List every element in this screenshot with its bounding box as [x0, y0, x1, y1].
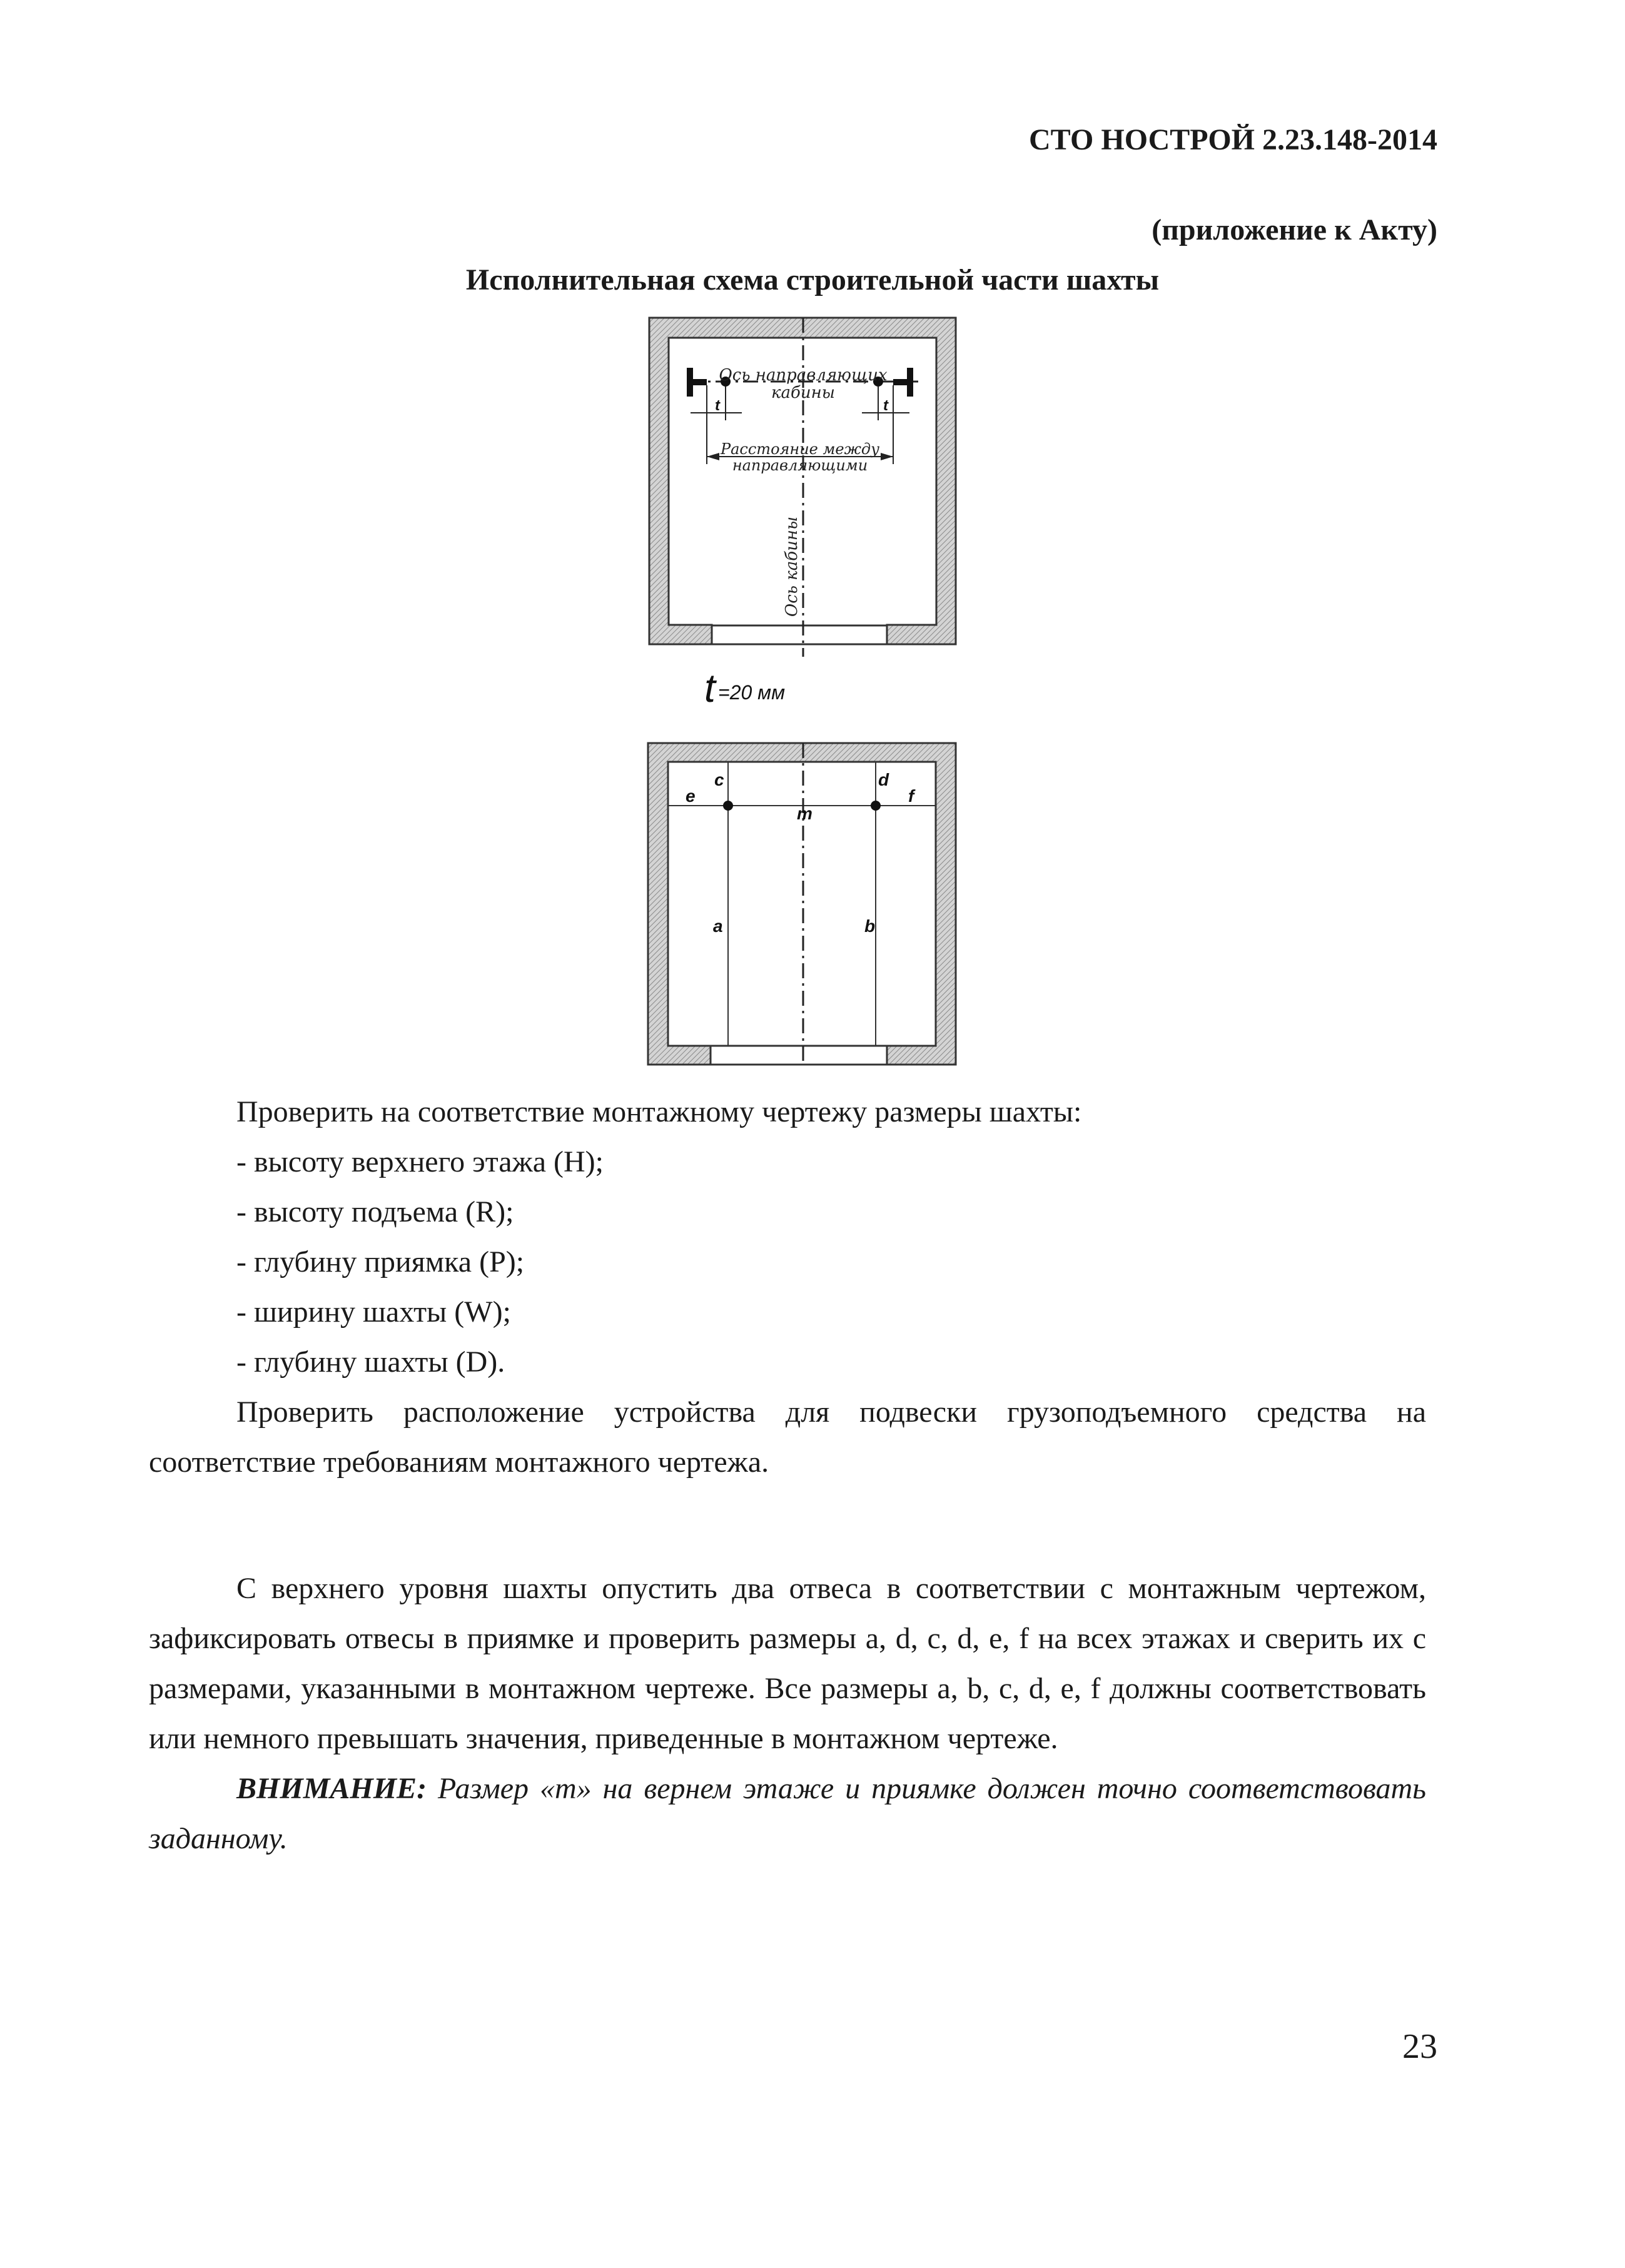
warning-paragraph [149, 1764, 1426, 1864]
door-opening [711, 1046, 887, 1065]
guide-axis-label: Ось направляющих [719, 366, 888, 385]
check-intro: Проверить на соответствие монтажному чертежу размеры шахты: [236, 1095, 1082, 1128]
guide-axis-label-2: кабины [771, 383, 835, 402]
left-guide-rail-icon [687, 368, 707, 397]
list-item: - глубину приямка (P); [236, 1245, 525, 1278]
label-a: a [713, 916, 723, 936]
label-f: f [908, 786, 914, 806]
t-value-note [704, 666, 785, 711]
warning-text: Размер «m» на вернем этаже и приямке должен точно соответствовать заданному. [149, 1772, 1426, 1855]
t-symbol: t [704, 666, 716, 711]
hoist-check-paragraph: Проверить расположение устройства для подвески грузоподъемного средства на соответствие требованиям монтажного чертежа. [149, 1395, 1426, 1479]
plumb-point-right [871, 801, 881, 811]
shaft-plan-plumbs [648, 743, 956, 1065]
check-list-block [149, 1087, 1426, 1487]
right-guide-rail-icon [893, 368, 913, 397]
appendix-note: (приложение к Акту) [1152, 213, 1437, 246]
t-right-label: t [883, 397, 888, 414]
list-item: - высоту верхнего этажа (H); [236, 1145, 604, 1178]
shaft-plan-guides [649, 318, 956, 657]
list-item: - ширину шахты (W); [236, 1295, 511, 1329]
cabin-axis-label: Ось кабины [782, 516, 801, 617]
label-e: e [686, 786, 696, 806]
list-item: - глубину шахты (D). [236, 1345, 505, 1379]
page-title: Исполнительная схема строительной части шахты [465, 263, 1160, 296]
distance-label-2: направляющими [732, 457, 868, 474]
warning-label: ВНИМАНИЕ: [236, 1772, 427, 1805]
label-b: b [864, 916, 876, 936]
list-item: - высоту подъема (R); [236, 1195, 514, 1228]
label-m: m [797, 804, 812, 823]
distance-label: Расстояние между [720, 440, 880, 458]
page-number: 23 [1402, 2027, 1437, 2066]
document-code: СТО НОСТРОЙ 2.23.148-2014 [1028, 123, 1437, 156]
label-c: c [714, 770, 724, 789]
t-left-label: t [715, 397, 720, 414]
label-d: d [878, 770, 889, 789]
plumb-block [149, 1564, 1426, 1864]
plumb-point-left [723, 801, 733, 811]
door-opening [712, 625, 887, 644]
plumb-paragraph: С верхнего уровня шахты опустить два отвеса в соответствии с монтажным чертежом, зафиксировать отвесы в приямке и проверить размеры a, d, c, d, e, f на всех этажах и сверить их с размерами, указанными в монтажном чертеже. Все размеры a, b, c, d, e, f должны соответствовать или немного превышать значения, приведенные в монтажном чертеже. [149, 1572, 1426, 1755]
t-value: =20 мм [718, 681, 786, 704]
